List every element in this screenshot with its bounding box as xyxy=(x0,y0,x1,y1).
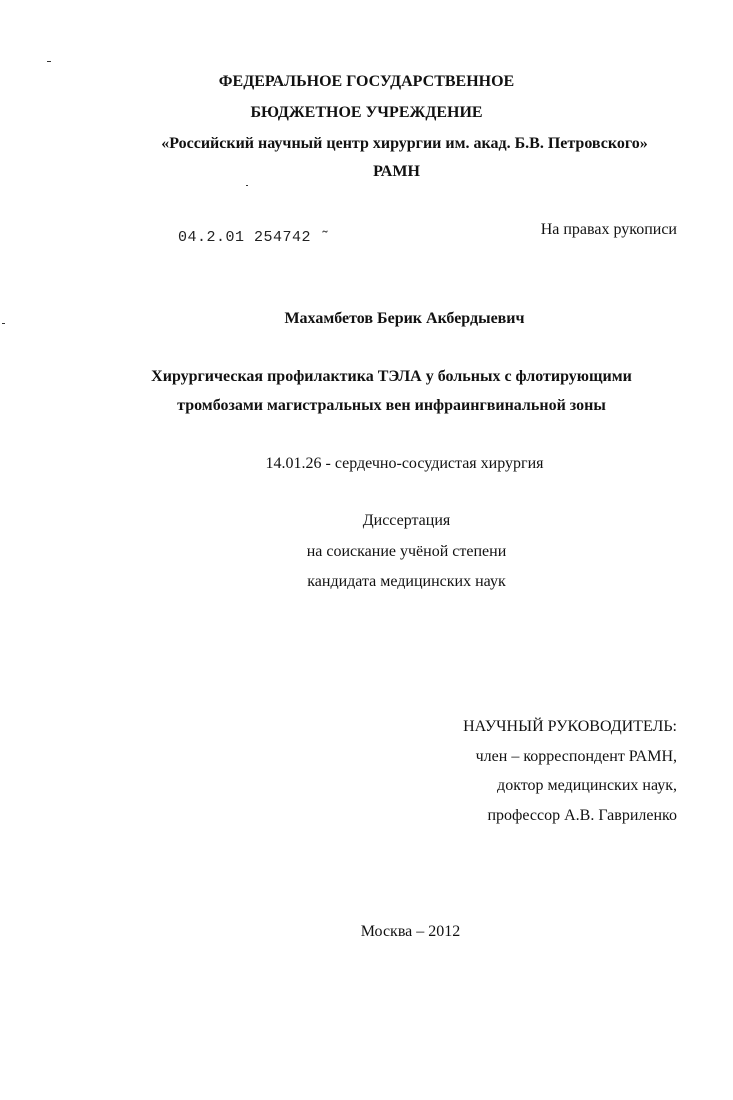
title-line-2: тромбозами магистральных вен инфраингвинальной зоны xyxy=(177,397,606,414)
city-year: Москва – 2012 xyxy=(360,923,461,940)
institution-line-4: РАМН xyxy=(373,163,420,180)
supervisor-line-1: член – корреспондент РАМН, xyxy=(475,748,677,765)
scan-speck xyxy=(47,61,51,62)
degree-line-3: кандидата медицинских наук xyxy=(307,573,506,590)
supervisor-line-3: профессор А.В. Гавриленко xyxy=(487,807,677,824)
scan-speck xyxy=(246,185,248,186)
degree-line-1: Диссертация xyxy=(362,512,451,529)
title-line-1: Хирургическая профилактика ТЭЛА у больных с флотирующими xyxy=(151,368,632,385)
author-name: Махамбетов Берик Акбердыевич xyxy=(284,310,525,327)
specialty: 14.01.26 - сердечно-сосудистая хирургия xyxy=(265,455,544,472)
degree-line-2: на соискание учёной степени xyxy=(306,543,507,560)
institution-line-1: ФЕДЕРАЛЬНОЕ ГОСУДАРСТВЕННОЕ xyxy=(218,73,515,90)
manuscript-note: На правах рукописи xyxy=(540,221,677,238)
institution-line-2: БЮДЖЕТНОЕ УЧРЕЖДЕНИЕ xyxy=(250,104,483,121)
supervisor-heading: НАУЧНЫЙ РУКОВОДИТЕЛЬ: xyxy=(463,718,677,735)
institution-line-3: «Российский научный центр хирургии им. акад. Б.В. Петровского» xyxy=(161,135,648,152)
scan-speck xyxy=(2,323,5,324)
supervisor-line-2: доктор медицинских наук, xyxy=(497,777,677,794)
registration-number: 04.2.01 254742 ˜ xyxy=(178,229,331,246)
